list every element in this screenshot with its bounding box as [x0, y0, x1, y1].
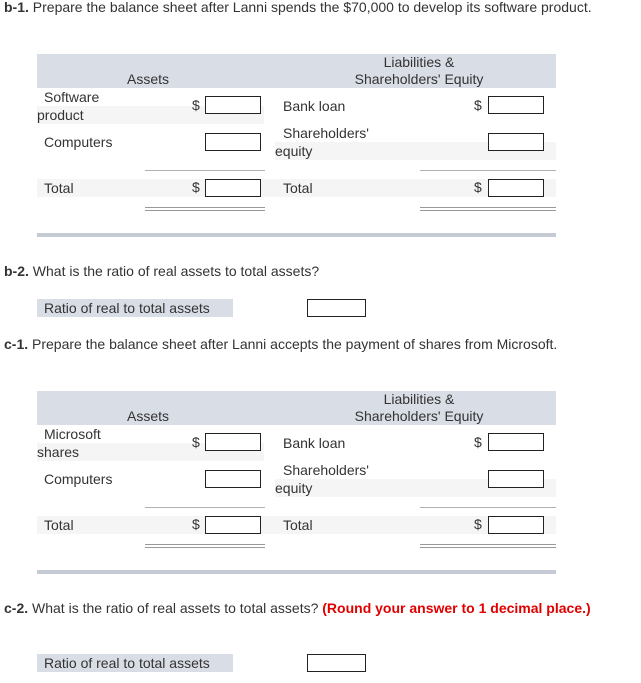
liabilities-header-line2: Shareholders' Equity [354, 408, 484, 424]
label-line: Software [44, 89, 100, 105]
question-c1 [4, 335, 624, 353]
balance-sheet-header [37, 54, 556, 88]
total-liabilities-label: Total [283, 180, 313, 196]
question-c2 [4, 599, 624, 617]
question-text: What is the ratio of real assets to total assets? [28, 263, 320, 279]
total-liabilities-input[interactable] [488, 516, 544, 534]
question-number: c-1. [4, 336, 29, 352]
bank-loan-input[interactable] [488, 96, 544, 114]
asset-label-computers: Computers [44, 134, 113, 150]
asset-label-software-product-line2: product [37, 107, 84, 123]
shareholders-equity-input[interactable] [488, 470, 544, 488]
subtotal-line [145, 507, 265, 508]
question-text: Prepare the balance sheet after Lanni spends the $70,000 to develop its software product. [28, 0, 592, 15]
liabilities-header [342, 391, 496, 425]
question-number: b-1. [4, 0, 29, 15]
liabilities-header-line1: Liabilities & [383, 391, 455, 407]
ratio-input[interactable] [307, 654, 366, 672]
currency-symbol: $ [474, 179, 482, 195]
assets-header: Assets [127, 71, 170, 87]
liabilities-header-line1: Liabilities & [383, 54, 455, 70]
asset-label-microsoft-shares-line2: shares [37, 444, 80, 460]
liability-label-shareholders-equity: Shareholders' [283, 125, 369, 141]
bank-loan-input[interactable] [488, 433, 544, 451]
liabilities-header-line2: Shareholders' Equity [354, 71, 484, 87]
section-separator [37, 233, 556, 237]
balance-sheet-header [37, 391, 556, 425]
subtotal-line [420, 170, 556, 171]
question-text: What is the ratio of real assets to total assets? [28, 600, 323, 616]
total-liabilities-label: Total [283, 517, 313, 533]
rounding-instruction: (Round your answer to 1 decimal place.) [322, 600, 591, 616]
ratio-label: Ratio of real to total assets [37, 299, 233, 317]
ratio-label: Ratio of real to total assets [37, 654, 233, 672]
subtotal-line [145, 170, 265, 171]
question-b1 [4, 0, 624, 16]
total-assets-label: Total [44, 517, 74, 533]
ratio-input[interactable] [307, 299, 366, 317]
section-separator [37, 570, 556, 574]
assets-header: Assets [127, 408, 170, 424]
shareholders-equity-input[interactable] [488, 133, 544, 151]
currency-symbol: $ [192, 516, 200, 532]
double-underline [420, 544, 556, 548]
liability-label-shareholders-equity: Shareholders' [283, 462, 369, 478]
computers-input[interactable] [205, 470, 261, 488]
total-liabilities-input[interactable] [488, 179, 544, 197]
currency-symbol: $ [192, 97, 200, 113]
question-text: Prepare the balance sheet after Lanni accepts the payment of shares from Microsoft. [28, 336, 558, 352]
currency-symbol: $ [474, 516, 482, 532]
currency-symbol: $ [192, 179, 200, 195]
question-number: b-2. [4, 263, 29, 279]
question-number: c-2. [4, 600, 29, 616]
question-b2 [4, 262, 624, 280]
double-underline [420, 207, 556, 211]
total-assets-input[interactable] [205, 179, 261, 197]
computers-input[interactable] [205, 133, 261, 151]
asset-label-software-product [44, 88, 99, 106]
liability-label-bank-loan: Bank loan [283, 98, 346, 114]
total-assets-input[interactable] [205, 516, 261, 534]
currency-symbol: $ [474, 434, 482, 450]
liability-label-shareholders-equity-line2: equity [275, 143, 313, 159]
microsoft-shares-input[interactable] [205, 433, 261, 451]
liability-label-bank-loan: Bank loan [283, 435, 346, 451]
subtotal-line [420, 507, 556, 508]
liabilities-header [342, 54, 496, 88]
double-underline [145, 544, 265, 548]
asset-label-microsoft-shares: Microsoft [44, 426, 101, 442]
liability-label-shareholders-equity-line2: equity [275, 480, 313, 496]
software-product-input[interactable] [205, 96, 261, 114]
currency-symbol: $ [474, 97, 482, 113]
asset-label-computers: Computers [44, 471, 113, 487]
currency-symbol: $ [192, 434, 200, 450]
double-underline [145, 207, 265, 211]
total-assets-label: Total [44, 180, 74, 196]
